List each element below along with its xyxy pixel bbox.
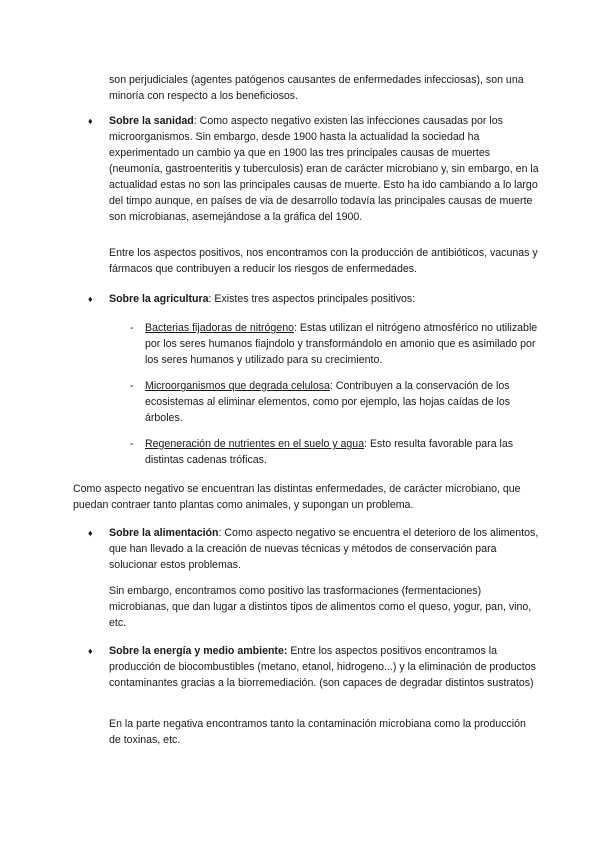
agricultura-paragraph (109, 291, 539, 307)
sanidad-title: Sobre la sanidad (109, 115, 194, 127)
agricultura-item (145, 320, 540, 368)
bullet-icon: ♦ (88, 116, 93, 126)
agricultura-item-text: : Esto resulta favorable para las distintas cadenas tróficas. (145, 438, 514, 466)
agricultura-text: : Existes tres aspectos principales positivos: (208, 293, 416, 305)
dash-icon: - (130, 380, 134, 392)
dash-icon: - (130, 438, 134, 450)
sanidad-text: : Como aspecto negativo existen las infecciones causadas por los microorganismos. Sin embargo, desde 1900 hasta la actualidad la sociedad ha experimentado un cambio ya que en 1900 las tres principales causas de muertes (neumonía, gastroenteritis y tuberculosis) eran de carácter microbiano y, sin embargo, en la actualidad estas no son las principales causas de muerte. Esto ha ido cambiando a lo largo del timpo aunque, en países de via de desarrollo todavía las principales causas de muerte son microbianas, asemejándose a la gráfica del 1900. (109, 115, 539, 223)
intro-paragraph: son perjudiciales (agentes patógenos causantes de enfermedades infecciosas), son una minoría con respecto a los beneficiosos. (109, 74, 524, 102)
agricultura-item (145, 436, 540, 468)
bullet-icon: ♦ (88, 528, 93, 538)
alimentacion-text: : Como aspecto negativo se encuentra el deterioro de los alimentos, que han llevado a la creación de nuevas técnicas y métodos de conservación para solucionar estos problemas. (109, 527, 539, 571)
agricultura-item (145, 378, 540, 426)
agricultura-item-text: : Estas utilizan el nitrógeno atmosférico no utilizable por los seres humanos fiajndolo y transformándolo en amonio que es asimilado por los seres humanos y utilizado para su crecimiento. (145, 322, 538, 366)
energia-text: Entre los aspectos positivos encontramos la producción de biocombustibles (metano, etanol, hidrogeno...) y la eliminación de productos contaminantes gracias a la biorremediación. (son capaces de degradar distintos sustratos) (109, 645, 536, 689)
energia-title: Sobre la energía y medio ambiente: (109, 645, 288, 657)
alimentacion-positive-paragraph: Sin embargo, encontramos como positivo las trasformaciones (fermentaciones) microbianas, que dan lugar a distintos tipos de alimentos como el queso, yogur, pan, vino, etc. (109, 585, 532, 629)
energia-paragraph (109, 643, 539, 691)
bullet-icon: ♦ (88, 294, 93, 304)
alimentacion-title: Sobre la alimentación (109, 527, 219, 539)
dash-icon: - (130, 322, 134, 334)
agricultura-negative-paragraph: Como aspecto negativo se encuentran las distintas enfermedades, de carácter microbiano, que puedan contraer tanto plantas como animales, y supongan un problema. (73, 483, 521, 511)
bullet-icon: ♦ (88, 646, 93, 656)
alimentacion-paragraph (109, 525, 539, 573)
agricultura-title: Sobre la agricultura (109, 293, 209, 305)
agricultura-item-term: Bacterias fijadoras de nitrógeno (145, 322, 294, 334)
agricultura-item-term: Regeneración de nutrientes en el suelo y agua (145, 438, 365, 450)
sanidad-paragraph (109, 113, 539, 225)
agricultura-item-term: Microorganismos que degrada celulosa (145, 380, 330, 392)
agricultura-item-text: : Contribuyen a la conservación de los ecosistemas al eliminar elementos, como por ejemplo, las hojas caídas de los árboles. (145, 380, 511, 424)
sanidad-positive-paragraph: Entre los aspectos positivos, nos encontramos con la producción de antibióticos, vacunas y fármacos que contribuyen a reducir los riesgos de enfermedades. (109, 247, 538, 275)
energia-negative-paragraph: En la parte negativa encontramos tanto la contaminación microbiana como la producción de toxinas, etc. (109, 718, 526, 746)
